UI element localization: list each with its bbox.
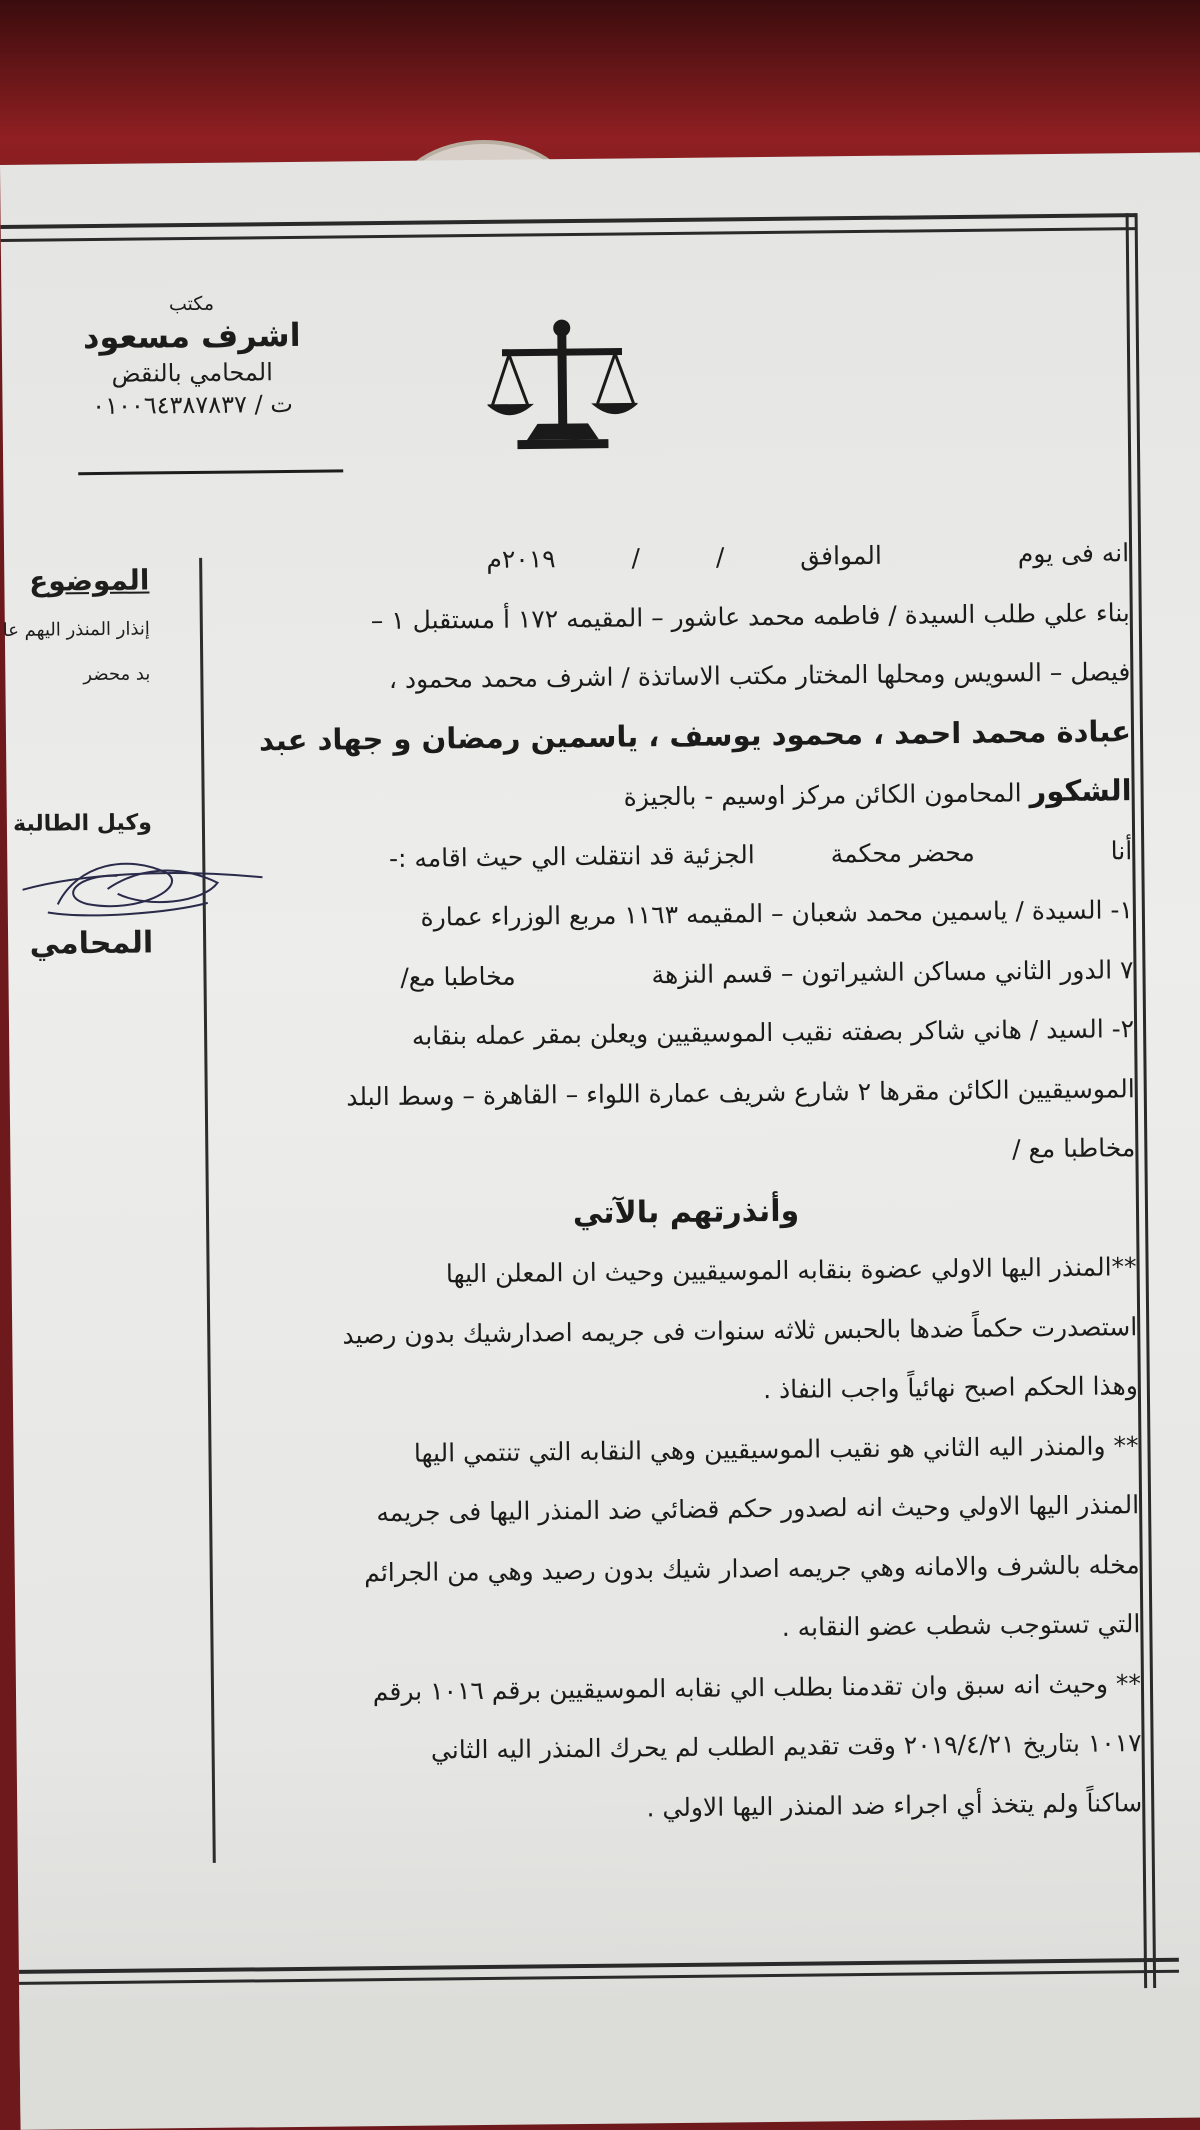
sidebar: [2, 563, 194, 962]
text-line: ١- السيدة / ياسمين محمد شعبان – المقيمه ١١٦٣ مربع الوزراء عمارة: [420, 895, 1134, 932]
text-line: الموسيقيين الكائن مقرها ٢ شارع شريف عمارة اللواء – القاهرة – وسط البلد: [346, 1073, 1135, 1111]
date-line: انه فى يوم الموافق / / ٢٠١٩م: [486, 538, 1130, 574]
handwritten-signature: [17, 832, 268, 925]
text-line: مخاطبا مع /: [1011, 1133, 1136, 1164]
margin-divider: [199, 558, 216, 1863]
subject-text-2: بد محضر: [83, 663, 151, 686]
text-line: ** والمنذر اليه الثاني هو نقيب الموسيقيين وهي النقابه التي تنتمي اليها: [413, 1430, 1139, 1468]
scales-of-justice-icon: [487, 313, 638, 455]
text-line: استصدرت حكماً ضدها بالحبس ثلاثه سنوات فى جريمه اصدارشيك بدون رصيد: [342, 1311, 1138, 1349]
lawyer-label: المحامي: [29, 925, 154, 962]
letterhead-rule: [78, 469, 343, 475]
text-line: ٧ الدور الثاني مساكن الشيراتون – قسم النزهة مخاطبا مع/: [400, 954, 1134, 992]
document-page: [0, 152, 1200, 2125]
section-heading: وأنذرتهم بالآتي: [572, 1193, 800, 1231]
text-line: أنا محضر محكمة الجزئية قد انتقلت الي حيث اقامه :-: [388, 835, 1133, 873]
text-line: ساكناً ولم يتخذ أي اجراء ضد المنذر اليها الاولي .: [646, 1787, 1143, 1822]
text-line: مخله بالشرف والامانه وهي جريمه اصدار شيك بدون رصيد وهي من الجرائم: [364, 1549, 1140, 1587]
text-line: عبادة محمد احمد ، محمود يوسف ، ياسمين رمضان و جهاد عبد: [258, 713, 1132, 757]
text-line: ٢- السيد / هاني شاكر بصفته نقيب الموسيقيين ويعلن بمقر عمله بنقابه: [411, 1014, 1135, 1051]
phone-number: ت / ٠١٠٠٦٤٣٨٧٨٣٧: [92, 389, 293, 421]
lawyer-title: المحامي بالنقض: [111, 358, 273, 388]
office-label: مكتب: [168, 292, 215, 316]
text-line: بناء علي طلب السيدة / فاطمه محمد عاشور – المقيمه ١٧٢ أ مستقبل ١ –: [370, 597, 1130, 635]
text-line: ١٠١٧ بتاريخ ٢٠١٩/٤/٢١ وقت تقديم الطلب لم يحرك المنذر اليه الثاني: [430, 1728, 1142, 1765]
next-page-strip: [19, 1987, 1200, 2130]
agent-label: وكيل الطالبة: [12, 810, 153, 837]
text-line: الشكور المحامون الكائن مركز اوسيم - بالجيزة: [623, 773, 1132, 812]
text-line: فيصل – السويس ومحلها المختار مكتب الاساتذة / اشرف محمد محمود ،: [388, 657, 1131, 694]
text-line: المنذر اليها الاولي وحيث انه لصدور حكم قضائي ضد المنذر اليها فى جريمه: [376, 1490, 1140, 1528]
frame-top-border: [1, 213, 1136, 242]
subject-text: إنذار المنذر اليهم عا: [2, 618, 150, 641]
frame-bottom-border: [19, 1958, 1179, 1985]
lawyer-name: اشرف مسعود: [82, 315, 301, 357]
subject-title: الموضوع: [28, 563, 150, 598]
text-line: وهذا الحكم اصبح نهائياً واجب النفاذ .: [763, 1371, 1138, 1405]
text-line: التي تستوجب شطب عضو النقابه .: [781, 1609, 1141, 1642]
text-line: **المنذر اليها الاولي عضوة بنقابه الموسيقيين وحيث ان المعلن اليها: [445, 1252, 1137, 1289]
text-line: ** وحيث انه سبق وان تقدمنا بطلب الي نقابه الموسيقيين برقم ١٠١٦ برقم: [372, 1668, 1142, 1706]
document-body: [229, 523, 1143, 1841]
letterhead: [41, 291, 343, 494]
